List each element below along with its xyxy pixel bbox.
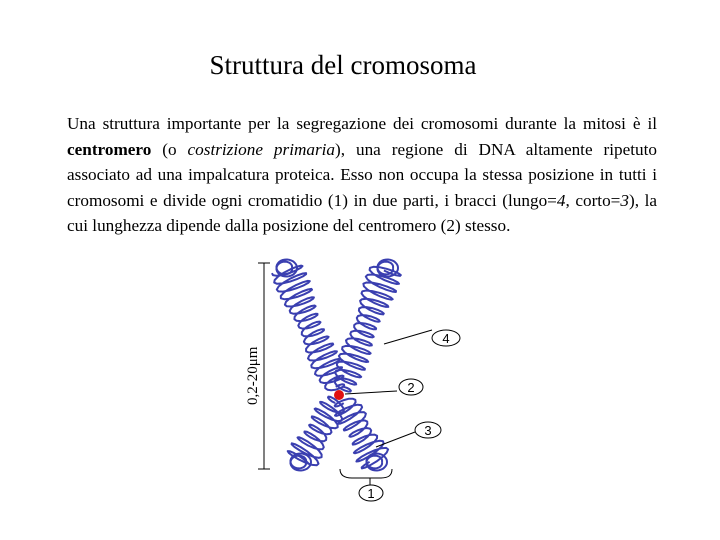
callout-1: [340, 469, 392, 501]
callout-4-label: 4: [442, 331, 450, 346]
centromere-marker: [334, 390, 344, 400]
paragraph-part-4: , corto=: [565, 190, 621, 210]
callout-2: [345, 379, 423, 395]
callout-3: [376, 422, 441, 447]
callout-4: [384, 330, 460, 346]
paragraph-part-5: ), la cui lunghezza dipende dalla posizione del centromero (2) stesso.: [67, 190, 657, 236]
callout-1-label: 1: [367, 486, 375, 501]
short-arm-number: 3: [620, 190, 629, 210]
paragraph-part-1: Una struttura importante per la segregazione dei cromosomi durante la mitosi è il: [67, 114, 657, 133]
scale-label: 0,2-20μm: [245, 346, 261, 405]
paragraph-part-3: ), una regione di DNA altamente ripetuto associato ad una impalcatura proteica. Esso non occupa la stessa posizione in tutti i cromosomi e divide ogni cromatidio (1) in due parti, i bracci (lungo=: [67, 139, 657, 210]
chromatid-group: [272, 260, 401, 471]
term-centromero: centromero: [67, 139, 152, 159]
term-costrizione-primaria: costrizione primaria: [187, 139, 336, 159]
callout-2-label: 2: [407, 380, 415, 395]
slide-title: Struttura del cromosoma: [209, 50, 477, 80]
long-arm-number: 4: [556, 190, 566, 210]
upper-right-arm: [335, 267, 401, 392]
callout-3-label: 3: [424, 423, 432, 438]
upper-left-arm: [272, 266, 344, 391]
paragraph-part-2: (o: [151, 139, 188, 159]
